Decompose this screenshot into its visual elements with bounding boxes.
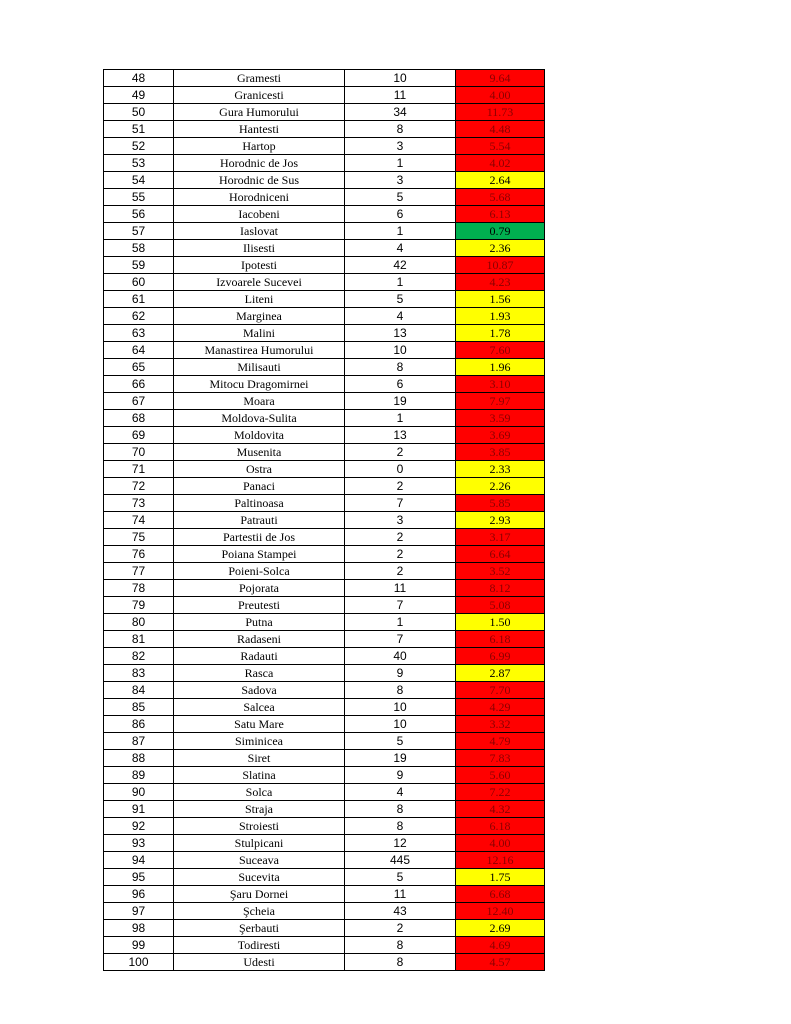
- case-count-cell: 445: [345, 852, 456, 869]
- row-number-cell: 50: [104, 104, 174, 121]
- case-count-cell: 11: [345, 886, 456, 903]
- incidence-rate-cell: 2.26: [456, 478, 545, 495]
- incidence-rate-cell: 1.93: [456, 308, 545, 325]
- table-body: [104, 70, 545, 971]
- row-number-cell: 64: [104, 342, 174, 359]
- case-count-cell: 6: [345, 376, 456, 393]
- case-count-cell: 6: [345, 206, 456, 223]
- table-row: [104, 342, 545, 359]
- commune-name-cell: Horodnic de Jos: [174, 155, 345, 172]
- commune-name-cell: Ilisesti: [174, 240, 345, 257]
- commune-name-cell: Suceava: [174, 852, 345, 869]
- commune-name-cell: Sucevita: [174, 869, 345, 886]
- table-row: [104, 546, 545, 563]
- case-count-cell: 11: [345, 580, 456, 597]
- row-number-cell: 91: [104, 801, 174, 818]
- row-number-cell: 90: [104, 784, 174, 801]
- commune-name-cell: Satu Mare: [174, 716, 345, 733]
- table-row: [104, 665, 545, 682]
- table-row: [104, 716, 545, 733]
- row-number-cell: 82: [104, 648, 174, 665]
- incidence-rate-cell: 12.16: [456, 852, 545, 869]
- table-row: [104, 733, 545, 750]
- case-count-cell: 2: [345, 478, 456, 495]
- case-count-cell: 8: [345, 801, 456, 818]
- table-row: [104, 274, 545, 291]
- commune-name-cell: Panaci: [174, 478, 345, 495]
- case-count-cell: 4: [345, 240, 456, 257]
- case-count-cell: 2: [345, 920, 456, 937]
- incidence-rate-cell: 4.02: [456, 155, 545, 172]
- table-row: [104, 852, 545, 869]
- table-row: [104, 393, 545, 410]
- commune-name-cell: Marginea: [174, 308, 345, 325]
- table-row: [104, 648, 545, 665]
- incidence-rate-cell: 3.32: [456, 716, 545, 733]
- table-row: [104, 325, 545, 342]
- case-count-cell: 4: [345, 784, 456, 801]
- table-row: [104, 376, 545, 393]
- incidence-rate-cell: 2.87: [456, 665, 545, 682]
- row-number-cell: 67: [104, 393, 174, 410]
- row-number-cell: 83: [104, 665, 174, 682]
- table-row: [104, 631, 545, 648]
- row-number-cell: 78: [104, 580, 174, 597]
- row-number-cell: 58: [104, 240, 174, 257]
- case-count-cell: 5: [345, 733, 456, 750]
- table-row: [104, 291, 545, 308]
- commune-name-cell: Ostra: [174, 461, 345, 478]
- row-number-cell: 87: [104, 733, 174, 750]
- commune-name-cell: Horodnic de Sus: [174, 172, 345, 189]
- table-row: [104, 444, 545, 461]
- incidence-rate-cell: 4.29: [456, 699, 545, 716]
- row-number-cell: 66: [104, 376, 174, 393]
- case-count-cell: 10: [345, 699, 456, 716]
- row-number-cell: 69: [104, 427, 174, 444]
- commune-name-cell: Granicesti: [174, 87, 345, 104]
- incidence-rate-cell: 4.32: [456, 801, 545, 818]
- incidence-rate-cell: 6.13: [456, 206, 545, 223]
- case-count-cell: 7: [345, 631, 456, 648]
- row-number-cell: 72: [104, 478, 174, 495]
- commune-name-cell: Preutesti: [174, 597, 345, 614]
- incidence-rate-cell: 5.60: [456, 767, 545, 784]
- incidence-rate-cell: 11.73: [456, 104, 545, 121]
- row-number-cell: 81: [104, 631, 174, 648]
- row-number-cell: 48: [104, 70, 174, 87]
- commune-name-cell: Milisauti: [174, 359, 345, 376]
- table-row: [104, 597, 545, 614]
- row-number-cell: 55: [104, 189, 174, 206]
- row-number-cell: 93: [104, 835, 174, 852]
- case-count-cell: 8: [345, 682, 456, 699]
- case-count-cell: 1: [345, 223, 456, 240]
- incidence-rate-cell: 4.48: [456, 121, 545, 138]
- case-count-cell: 8: [345, 954, 456, 971]
- row-number-cell: 92: [104, 818, 174, 835]
- row-number-cell: 54: [104, 172, 174, 189]
- row-number-cell: 53: [104, 155, 174, 172]
- commune-name-cell: Partestii de Jos: [174, 529, 345, 546]
- table-row: [104, 427, 545, 444]
- table-row: [104, 308, 545, 325]
- table-row: [104, 495, 545, 512]
- row-number-cell: 86: [104, 716, 174, 733]
- incidence-rate-cell: 1.75: [456, 869, 545, 886]
- case-count-cell: 19: [345, 750, 456, 767]
- row-number-cell: 77: [104, 563, 174, 580]
- commune-name-cell: Gramesti: [174, 70, 345, 87]
- commune-name-cell: Pojorata: [174, 580, 345, 597]
- commune-name-cell: Putna: [174, 614, 345, 631]
- row-number-cell: 71: [104, 461, 174, 478]
- table-row: [104, 886, 545, 903]
- commune-name-cell: Patrauti: [174, 512, 345, 529]
- case-count-cell: 11: [345, 87, 456, 104]
- incidence-rate-cell: 7.22: [456, 784, 545, 801]
- incidence-rate-cell: 5.85: [456, 495, 545, 512]
- table-row: [104, 410, 545, 427]
- table-row: [104, 257, 545, 274]
- table-row: [104, 121, 545, 138]
- commune-name-cell: Musenita: [174, 444, 345, 461]
- table-row: [104, 750, 545, 767]
- table-row: [104, 478, 545, 495]
- row-number-cell: 73: [104, 495, 174, 512]
- row-number-cell: 65: [104, 359, 174, 376]
- table-row: [104, 529, 545, 546]
- incidence-rate-cell: 5.54: [456, 138, 545, 155]
- row-number-cell: 94: [104, 852, 174, 869]
- commune-name-cell: Siminicea: [174, 733, 345, 750]
- commune-name-cell: Hantesti: [174, 121, 345, 138]
- incidence-rate-cell: 2.36: [456, 240, 545, 257]
- incidence-rate-cell: 1.96: [456, 359, 545, 376]
- commune-name-cell: Moara: [174, 393, 345, 410]
- incidence-rate-cell: 3.85: [456, 444, 545, 461]
- case-count-cell: 0: [345, 461, 456, 478]
- case-count-cell: 7: [345, 495, 456, 512]
- table-row: [104, 155, 545, 172]
- case-count-cell: 9: [345, 767, 456, 784]
- case-count-cell: 13: [345, 427, 456, 444]
- row-number-cell: 95: [104, 869, 174, 886]
- incidence-rate-cell: 1.50: [456, 614, 545, 631]
- incidence-rate-cell: 3.52: [456, 563, 545, 580]
- incidence-rate-cell: 7.70: [456, 682, 545, 699]
- incidence-rate-cell: 10.87: [456, 257, 545, 274]
- commune-name-cell: Malini: [174, 325, 345, 342]
- incidence-rate-cell: 6.68: [456, 886, 545, 903]
- case-count-cell: 19: [345, 393, 456, 410]
- incidence-rate-cell: 7.83: [456, 750, 545, 767]
- commune-name-cell: Salcea: [174, 699, 345, 716]
- row-number-cell: 97: [104, 903, 174, 920]
- incidence-rate-cell: 9.64: [456, 70, 545, 87]
- case-count-cell: 1: [345, 155, 456, 172]
- row-number-cell: 88: [104, 750, 174, 767]
- row-number-cell: 98: [104, 920, 174, 937]
- incidence-rate-cell: 4.23: [456, 274, 545, 291]
- case-count-cell: 2: [345, 546, 456, 563]
- case-count-cell: 8: [345, 359, 456, 376]
- table-row: [104, 563, 545, 580]
- table-row: [104, 835, 545, 852]
- incidence-rate-cell: 12.40: [456, 903, 545, 920]
- incidence-rate-cell: 8.12: [456, 580, 545, 597]
- case-count-cell: 5: [345, 291, 456, 308]
- table-row: [104, 784, 545, 801]
- case-count-cell: 10: [345, 342, 456, 359]
- row-number-cell: 70: [104, 444, 174, 461]
- commune-name-cell: Todiresti: [174, 937, 345, 954]
- row-number-cell: 52: [104, 138, 174, 155]
- case-count-cell: 42: [345, 257, 456, 274]
- row-number-cell: 79: [104, 597, 174, 614]
- case-count-cell: 8: [345, 818, 456, 835]
- case-count-cell: 5: [345, 189, 456, 206]
- commune-name-cell: Udesti: [174, 954, 345, 971]
- table-row: [104, 682, 545, 699]
- table-row: [104, 869, 545, 886]
- commune-name-cell: Poiana Stampei: [174, 546, 345, 563]
- commune-name-cell: Şerbauti: [174, 920, 345, 937]
- row-number-cell: 63: [104, 325, 174, 342]
- table-row: [104, 206, 545, 223]
- incidence-rate-cell: 7.60: [456, 342, 545, 359]
- commune-name-cell: Solca: [174, 784, 345, 801]
- commune-name-cell: Straja: [174, 801, 345, 818]
- row-number-cell: 62: [104, 308, 174, 325]
- commune-name-cell: Radaseni: [174, 631, 345, 648]
- case-count-cell: 40: [345, 648, 456, 665]
- case-count-cell: 2: [345, 529, 456, 546]
- commune-name-cell: Slatina: [174, 767, 345, 784]
- incidence-rate-cell: 0.79: [456, 223, 545, 240]
- row-number-cell: 76: [104, 546, 174, 563]
- incidence-rate-cell: 1.78: [456, 325, 545, 342]
- case-count-cell: 1: [345, 274, 456, 291]
- incidence-rate-cell: 6.64: [456, 546, 545, 563]
- data-table: [103, 69, 545, 971]
- commune-name-cell: Iaslovat: [174, 223, 345, 240]
- case-count-cell: 2: [345, 563, 456, 580]
- commune-name-cell: Rasca: [174, 665, 345, 682]
- commune-name-cell: Hartop: [174, 138, 345, 155]
- commune-name-cell: Ipotesti: [174, 257, 345, 274]
- case-count-cell: 34: [345, 104, 456, 121]
- incidence-rate-cell: 3.17: [456, 529, 545, 546]
- incidence-rate-cell: 2.33: [456, 461, 545, 478]
- case-count-cell: 43: [345, 903, 456, 920]
- table-row: [104, 937, 545, 954]
- case-count-cell: 1: [345, 410, 456, 427]
- table-row: [104, 801, 545, 818]
- case-count-cell: 1: [345, 614, 456, 631]
- table-row: [104, 767, 545, 784]
- case-count-cell: 3: [345, 172, 456, 189]
- case-count-cell: 8: [345, 121, 456, 138]
- case-count-cell: 9: [345, 665, 456, 682]
- row-number-cell: 56: [104, 206, 174, 223]
- table-row: [104, 614, 545, 631]
- case-count-cell: 2: [345, 444, 456, 461]
- case-count-cell: 4: [345, 308, 456, 325]
- row-number-cell: 80: [104, 614, 174, 631]
- row-number-cell: 100: [104, 954, 174, 971]
- row-number-cell: 84: [104, 682, 174, 699]
- row-number-cell: 51: [104, 121, 174, 138]
- table-row: [104, 699, 545, 716]
- commune-name-cell: Siret: [174, 750, 345, 767]
- incidence-rate-cell: 4.57: [456, 954, 545, 971]
- row-number-cell: 75: [104, 529, 174, 546]
- table-row: [104, 172, 545, 189]
- row-number-cell: 99: [104, 937, 174, 954]
- commune-name-cell: Moldova-Sulita: [174, 410, 345, 427]
- case-count-cell: 3: [345, 512, 456, 529]
- row-number-cell: 61: [104, 291, 174, 308]
- row-number-cell: 57: [104, 223, 174, 240]
- commune-name-cell: Gura Humorului: [174, 104, 345, 121]
- row-number-cell: 74: [104, 512, 174, 529]
- case-count-cell: 13: [345, 325, 456, 342]
- commune-name-cell: Şaru Dornei: [174, 886, 345, 903]
- case-count-cell: 12: [345, 835, 456, 852]
- incidence-rate-cell: 6.99: [456, 648, 545, 665]
- incidence-rate-cell: 6.18: [456, 818, 545, 835]
- incidence-rate-cell: 5.68: [456, 189, 545, 206]
- table-row: [104, 359, 545, 376]
- commune-name-cell: Liteni: [174, 291, 345, 308]
- incidence-rate-cell: 5.08: [456, 597, 545, 614]
- commune-name-cell: Moldovita: [174, 427, 345, 444]
- commune-name-cell: Mitocu Dragomirnei: [174, 376, 345, 393]
- case-count-cell: 10: [345, 716, 456, 733]
- case-count-cell: 5: [345, 869, 456, 886]
- table-row: [104, 920, 545, 937]
- row-number-cell: 59: [104, 257, 174, 274]
- table-row: [104, 580, 545, 597]
- incidence-rate-cell: 7.97: [456, 393, 545, 410]
- commune-name-cell: Horodniceni: [174, 189, 345, 206]
- commune-name-cell: Sadova: [174, 682, 345, 699]
- commune-name-cell: Izvoarele Sucevei: [174, 274, 345, 291]
- table-row: [104, 954, 545, 971]
- incidence-rate-cell: 6.18: [456, 631, 545, 648]
- row-number-cell: 89: [104, 767, 174, 784]
- table-row: [104, 461, 545, 478]
- row-number-cell: 85: [104, 699, 174, 716]
- commune-name-cell: Stulpicani: [174, 835, 345, 852]
- table-row: [104, 223, 545, 240]
- commune-name-cell: Iacobeni: [174, 206, 345, 223]
- incidence-rate-cell: 2.93: [456, 512, 545, 529]
- case-count-cell: 8: [345, 937, 456, 954]
- commune-name-cell: Stroiesti: [174, 818, 345, 835]
- incidence-rate-cell: 4.00: [456, 835, 545, 852]
- table-row: [104, 818, 545, 835]
- row-number-cell: 96: [104, 886, 174, 903]
- table-row: [104, 138, 545, 155]
- incidence-rate-cell: 4.79: [456, 733, 545, 750]
- row-number-cell: 60: [104, 274, 174, 291]
- commune-name-cell: Şcheia: [174, 903, 345, 920]
- incidence-rate-cell: 3.59: [456, 410, 545, 427]
- incidence-rate-cell: 3.10: [456, 376, 545, 393]
- table-row: [104, 87, 545, 104]
- table-row: [104, 512, 545, 529]
- incidence-rate-cell: 2.69: [456, 920, 545, 937]
- table-row: [104, 104, 545, 121]
- commune-name-cell: Paltinoasa: [174, 495, 345, 512]
- table-row: [104, 189, 545, 206]
- commune-name-cell: Radauti: [174, 648, 345, 665]
- row-number-cell: 49: [104, 87, 174, 104]
- table-row: [104, 240, 545, 257]
- incidence-rate-cell: 4.00: [456, 87, 545, 104]
- case-count-cell: 10: [345, 70, 456, 87]
- incidence-rate-cell: 1.56: [456, 291, 545, 308]
- commune-name-cell: Poieni-Solca: [174, 563, 345, 580]
- case-count-cell: 7: [345, 597, 456, 614]
- row-number-cell: 68: [104, 410, 174, 427]
- table-row: [104, 903, 545, 920]
- case-count-cell: 3: [345, 138, 456, 155]
- incidence-rate-cell: 4.69: [456, 937, 545, 954]
- incidence-rate-cell: 3.69: [456, 427, 545, 444]
- table-row: [104, 70, 545, 87]
- incidence-rate-cell: 2.64: [456, 172, 545, 189]
- commune-name-cell: Manastirea Humorului: [174, 342, 345, 359]
